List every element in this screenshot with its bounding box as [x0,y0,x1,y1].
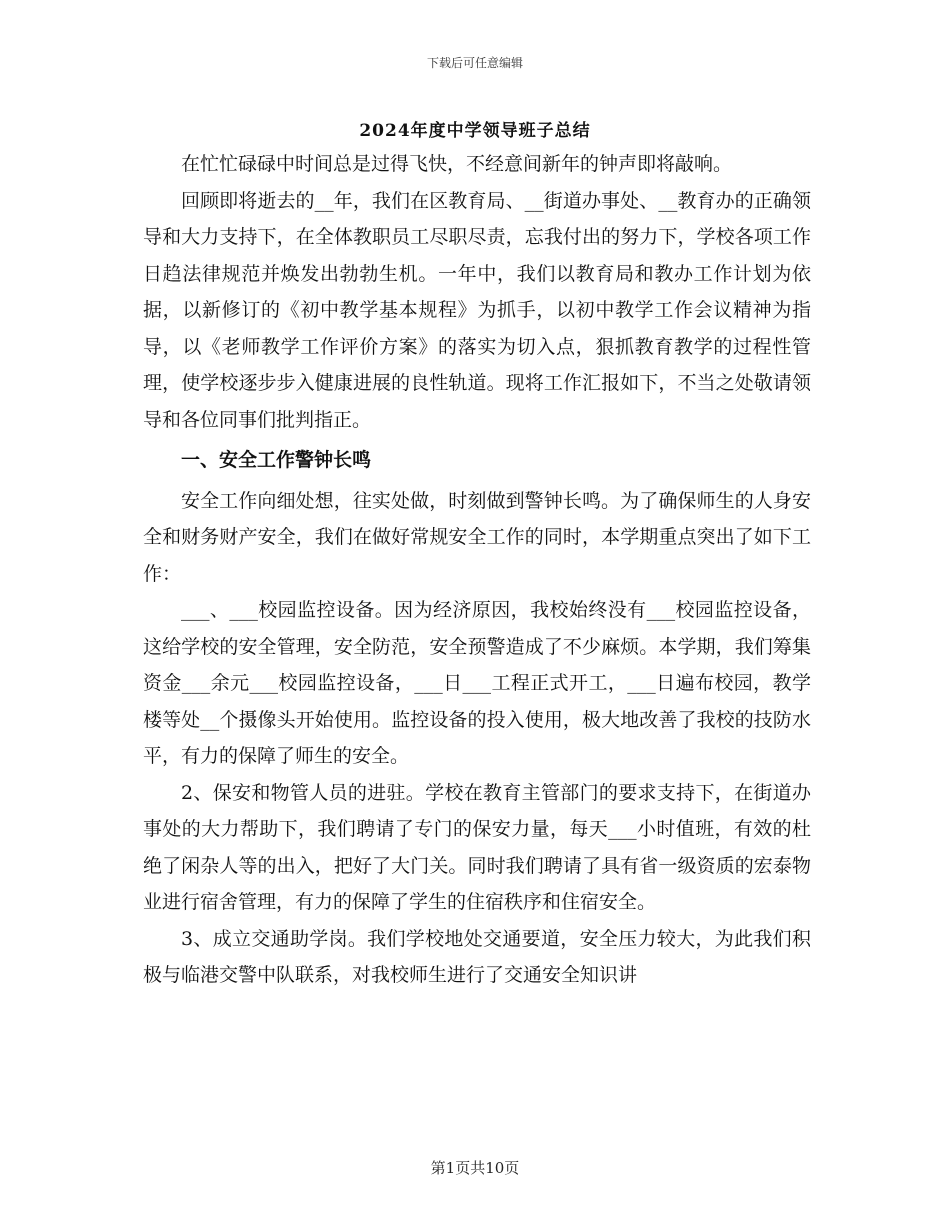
paragraph-monitoring: ___、___校园监控设备。因为经济原因，我校始终没有___校园监控设备，这给学校的安全管理，安全防范，安全预警造成了不少麻烦。本学期，我们筹集资金___余元___校园监控设备，___日___工程正式开工，___日遍布校园，教学楼等处__个摄像头开始使用。监控设备的投入使用，极大地改善了我校的技防水平，有力的保障了师生的安全。 [143,599,811,767]
paragraph-safety-intro: 安全工作向细处想，往实处做，时刻做到警钟长鸣。为了确保师生的人身安全和财务财产安全，我们在做好常规安全工作的同时，本学期重点突出了如下工作： [143,489,811,585]
header-note: 下载后可任意编辑 [426,56,523,70]
paragraph-security-staff: 2、保安和物管人员的进驻。学校在教育主管部门的要求支持下，在街道办事处的大力帮助下，我们聘请了专门的保安力量，每天___小时值班，有效的杜绝了闲杂人等的出入，把好了大门关。同时我们聘请了具有省一级资质的宏泰物业进行宿舍管理，有力的保障了学生的住宿秩序和住宿安全。 [143,781,811,913]
document-title: 2024年度中学领导班子总结 [359,121,591,141]
paragraph-traffic-post: 3、成立交通助学岗。我们学校地处交通要道，安全压力较大，为此我们积极与临港交警中队联系，对我校师生进行了交通安全知识讲 [143,927,811,986]
section-heading-safety: 一、安全工作警钟长鸣 [181,449,372,471]
paragraph-review: 回顾即将逝去的__年，我们在区教育局、__街道办事处、__教育办的正确领导和大力支持下，在全体教职员工尽职尽责，忘我付出的努力下，学校各项工作日趋法律规范并焕发出勃勃生机。一年中，我们以教育局和教办工作计划为依据，以新修订的《初中教学基本规程》为抓手，以初中教学工作会议精神为指导，以《老师教学工作评价方案》的落实为切入点，狠抓教育教学的过程性管理，使学校逐步步入健康进展的良性轨道。现将工作汇报如下，不当之处敬请领导和各位同事们批判指正。 [143,189,811,431]
paragraph-intro: 在忙忙碌碌中时间总是过得飞快，不经意间新年的钟声即将敲响。 [181,153,733,175]
document-body [143,146,811,994]
page-footer: 第1页共10页 [430,1159,520,1177]
